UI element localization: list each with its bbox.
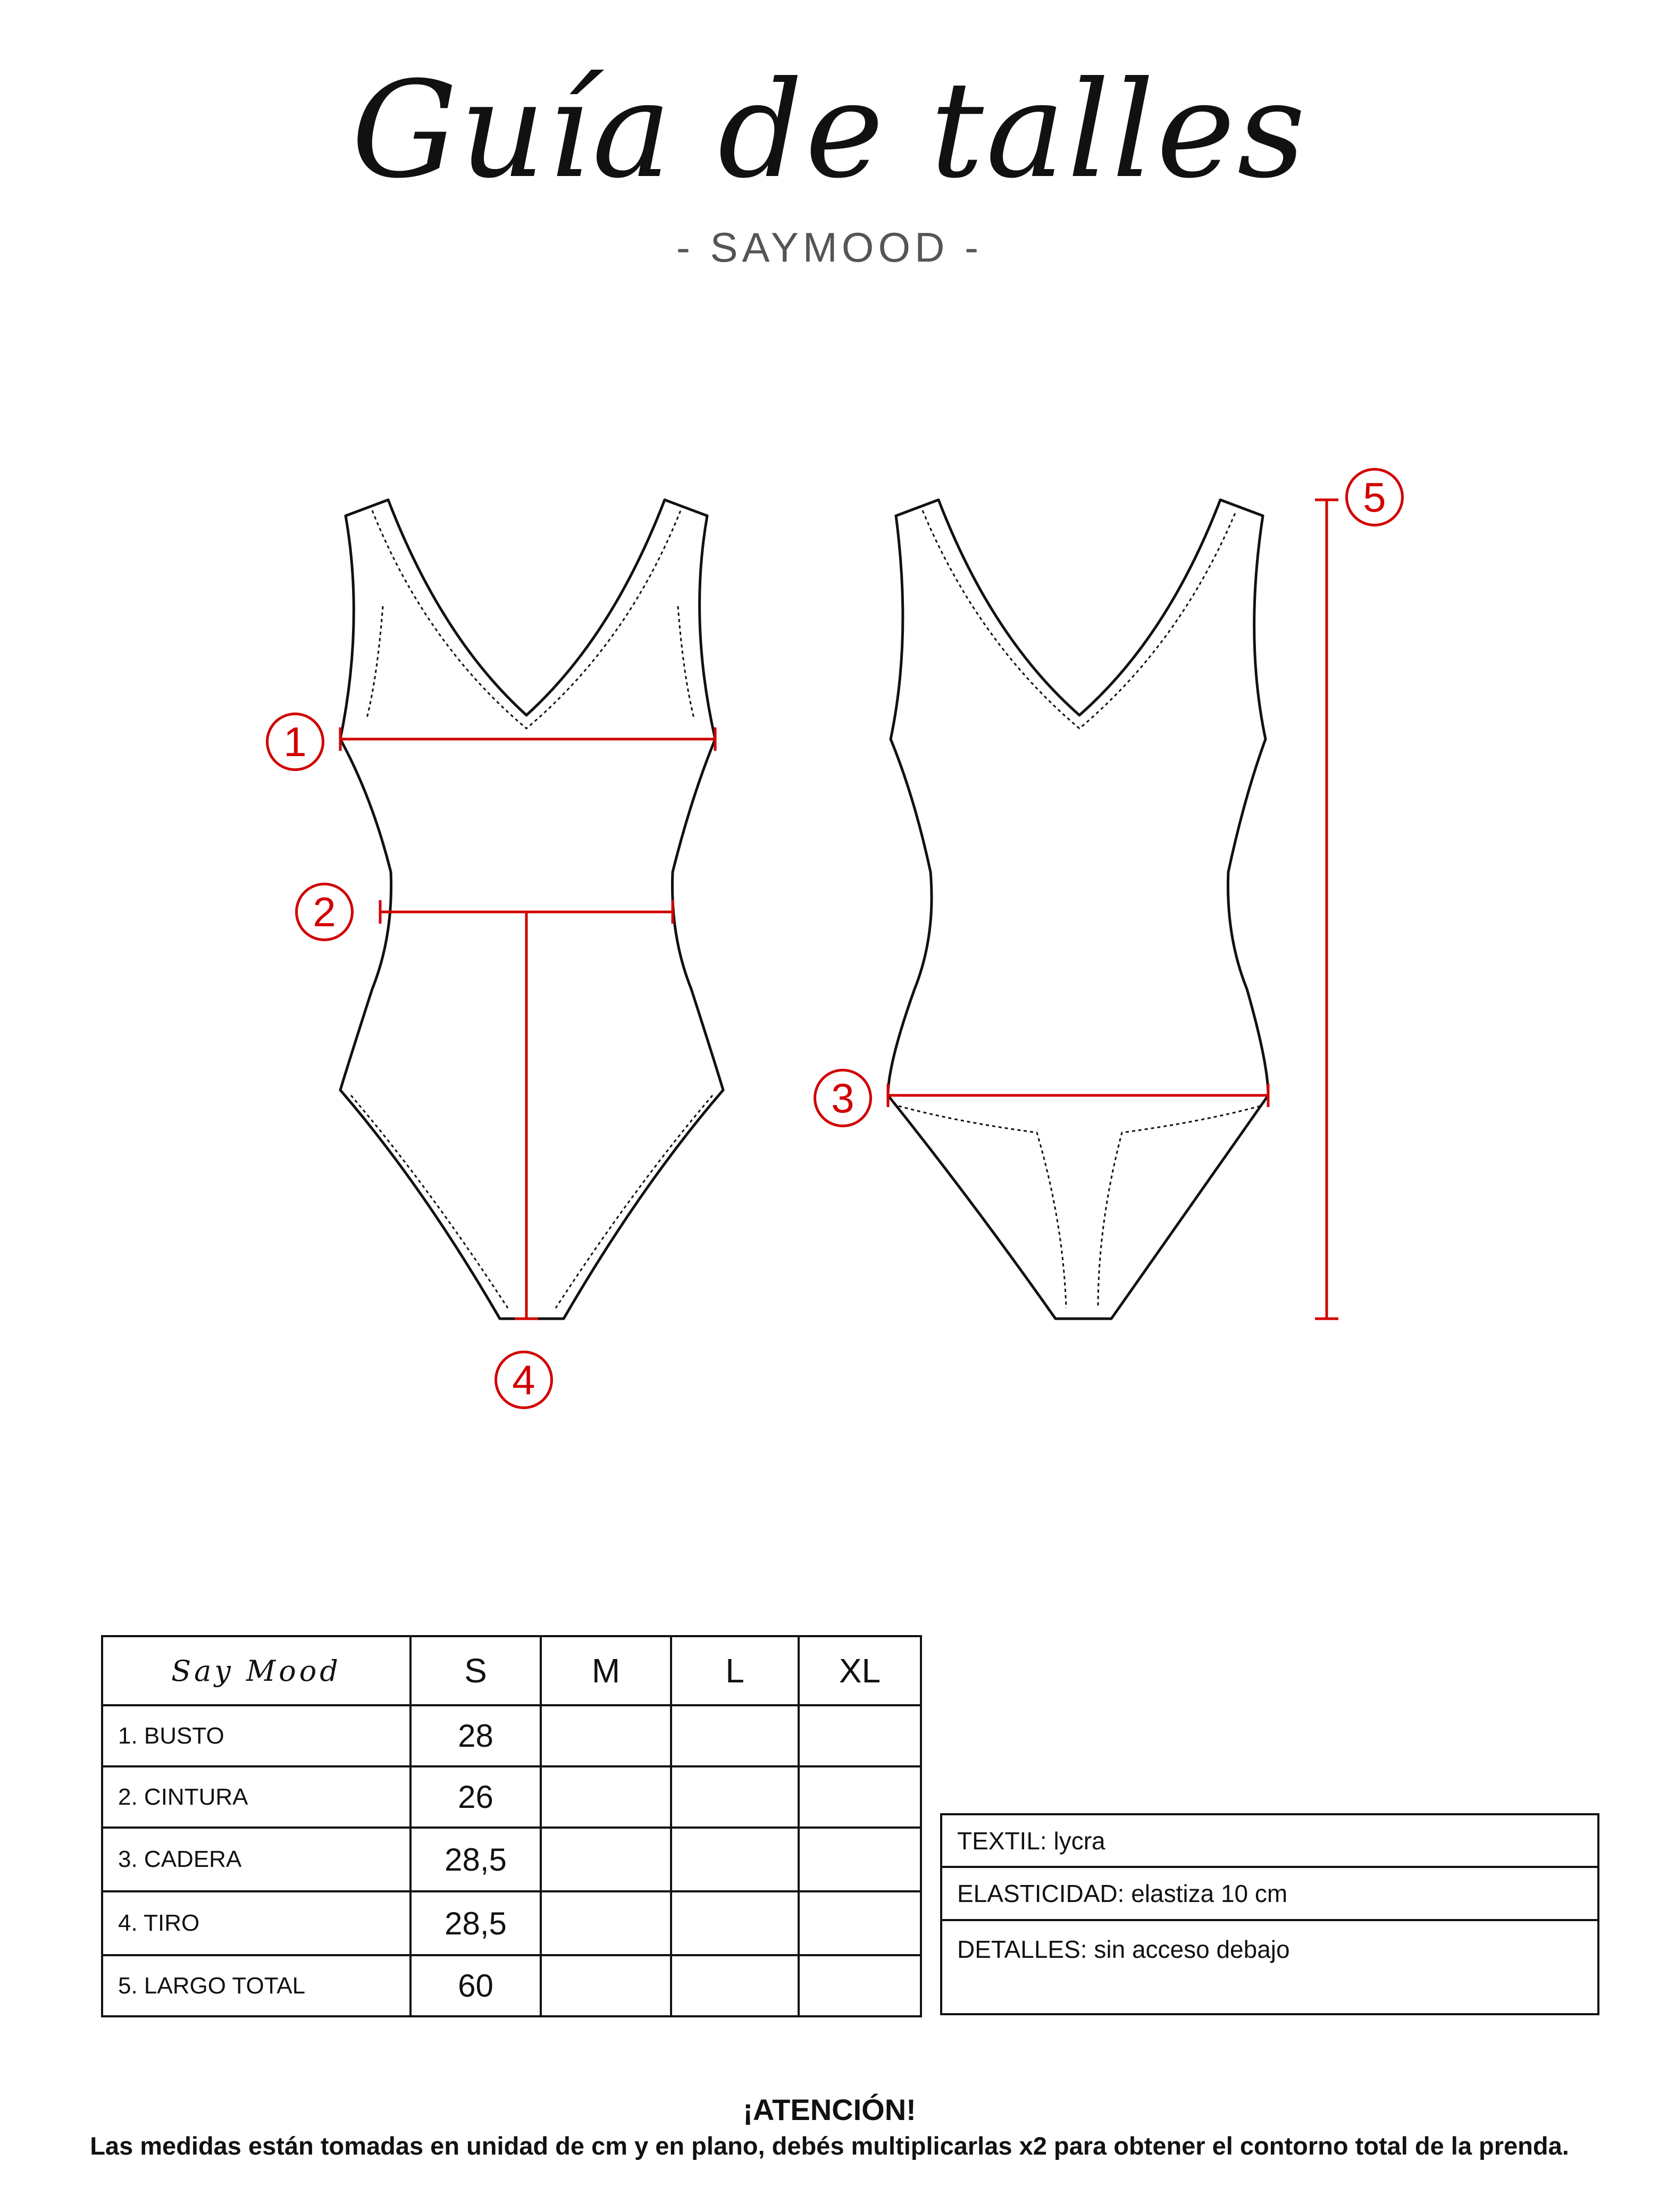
size-header-row [102,1636,921,1705]
cell-value [541,1705,671,1766]
cell-value: 26 [410,1766,541,1828]
table-row [102,1828,921,1891]
marker-cadera: 3 [814,1069,872,1127]
cell-value [671,1766,799,1828]
notice-text: Las medidas están tomadas en unidad de cm y en plano, debés multiplicarlas x2 para obtener el contorno total de la prenda. [90,2132,1569,2160]
cell-value [799,1705,921,1766]
marker-tiro: 4 [495,1351,553,1409]
size-col-xl: XL [799,1636,921,1705]
cell-value [541,1828,671,1891]
cell-value [799,1766,921,1828]
cell-value [799,1891,921,1955]
row-label: 2. CINTURA [102,1766,410,1828]
cell-value [541,1955,671,2016]
cell-value [671,1828,799,1891]
size-col-s: S [410,1636,541,1705]
marker-cintura: 2 [295,883,354,941]
cell-value: 28,5 [410,1828,541,1891]
bodysuit-front-illustration [340,500,723,1319]
notice-heading: ¡ATENCIÓN! [743,2093,916,2126]
cell-value [671,1955,799,2016]
row-label: 4. TIRO [102,1891,410,1955]
cell-value: 28,5 [410,1891,541,1955]
marker-busto: 1 [266,713,324,771]
marker-largo-total: 5 [1345,468,1404,526]
cell-value: 60 [410,1955,541,2016]
elasticidad-row: ELASTICIDAD: elastiza 10 cm [942,1866,1597,1919]
cell-value [671,1891,799,1955]
cell-value [541,1766,671,1828]
size-col-l: L [671,1636,799,1705]
size-col-m: M [541,1636,671,1705]
row-label: 1. BUSTO [102,1705,410,1766]
table-row [102,1766,921,1828]
cell-value [799,1828,921,1891]
table-row [102,1891,921,1955]
table-row [102,1955,921,2016]
row-label: 3. CADERA [102,1828,410,1891]
detalles-row: DETALLES: sin acceso debajo [942,1919,1597,2013]
attention-notice [0,2092,1659,2160]
page-title: Guía de talles [351,53,1308,207]
cell-value [541,1891,671,1955]
brand-subtitle: - SAYMOOD - [676,224,983,271]
size-chart-table [101,1635,922,2017]
cell-value [671,1705,799,1766]
brand-logo: Say Mood [102,1636,410,1705]
bodysuit-back-illustration [888,500,1268,1319]
row-label: 5. LARGO TOTAL [102,1955,410,2016]
cell-value: 28 [410,1705,541,1766]
table-row [102,1705,921,1766]
fabric-details-box [940,1813,1599,2015]
cell-value [799,1955,921,2016]
measurement-lines [340,500,1338,1319]
textil-row: TEXTIL: lycra [957,1826,1105,1855]
